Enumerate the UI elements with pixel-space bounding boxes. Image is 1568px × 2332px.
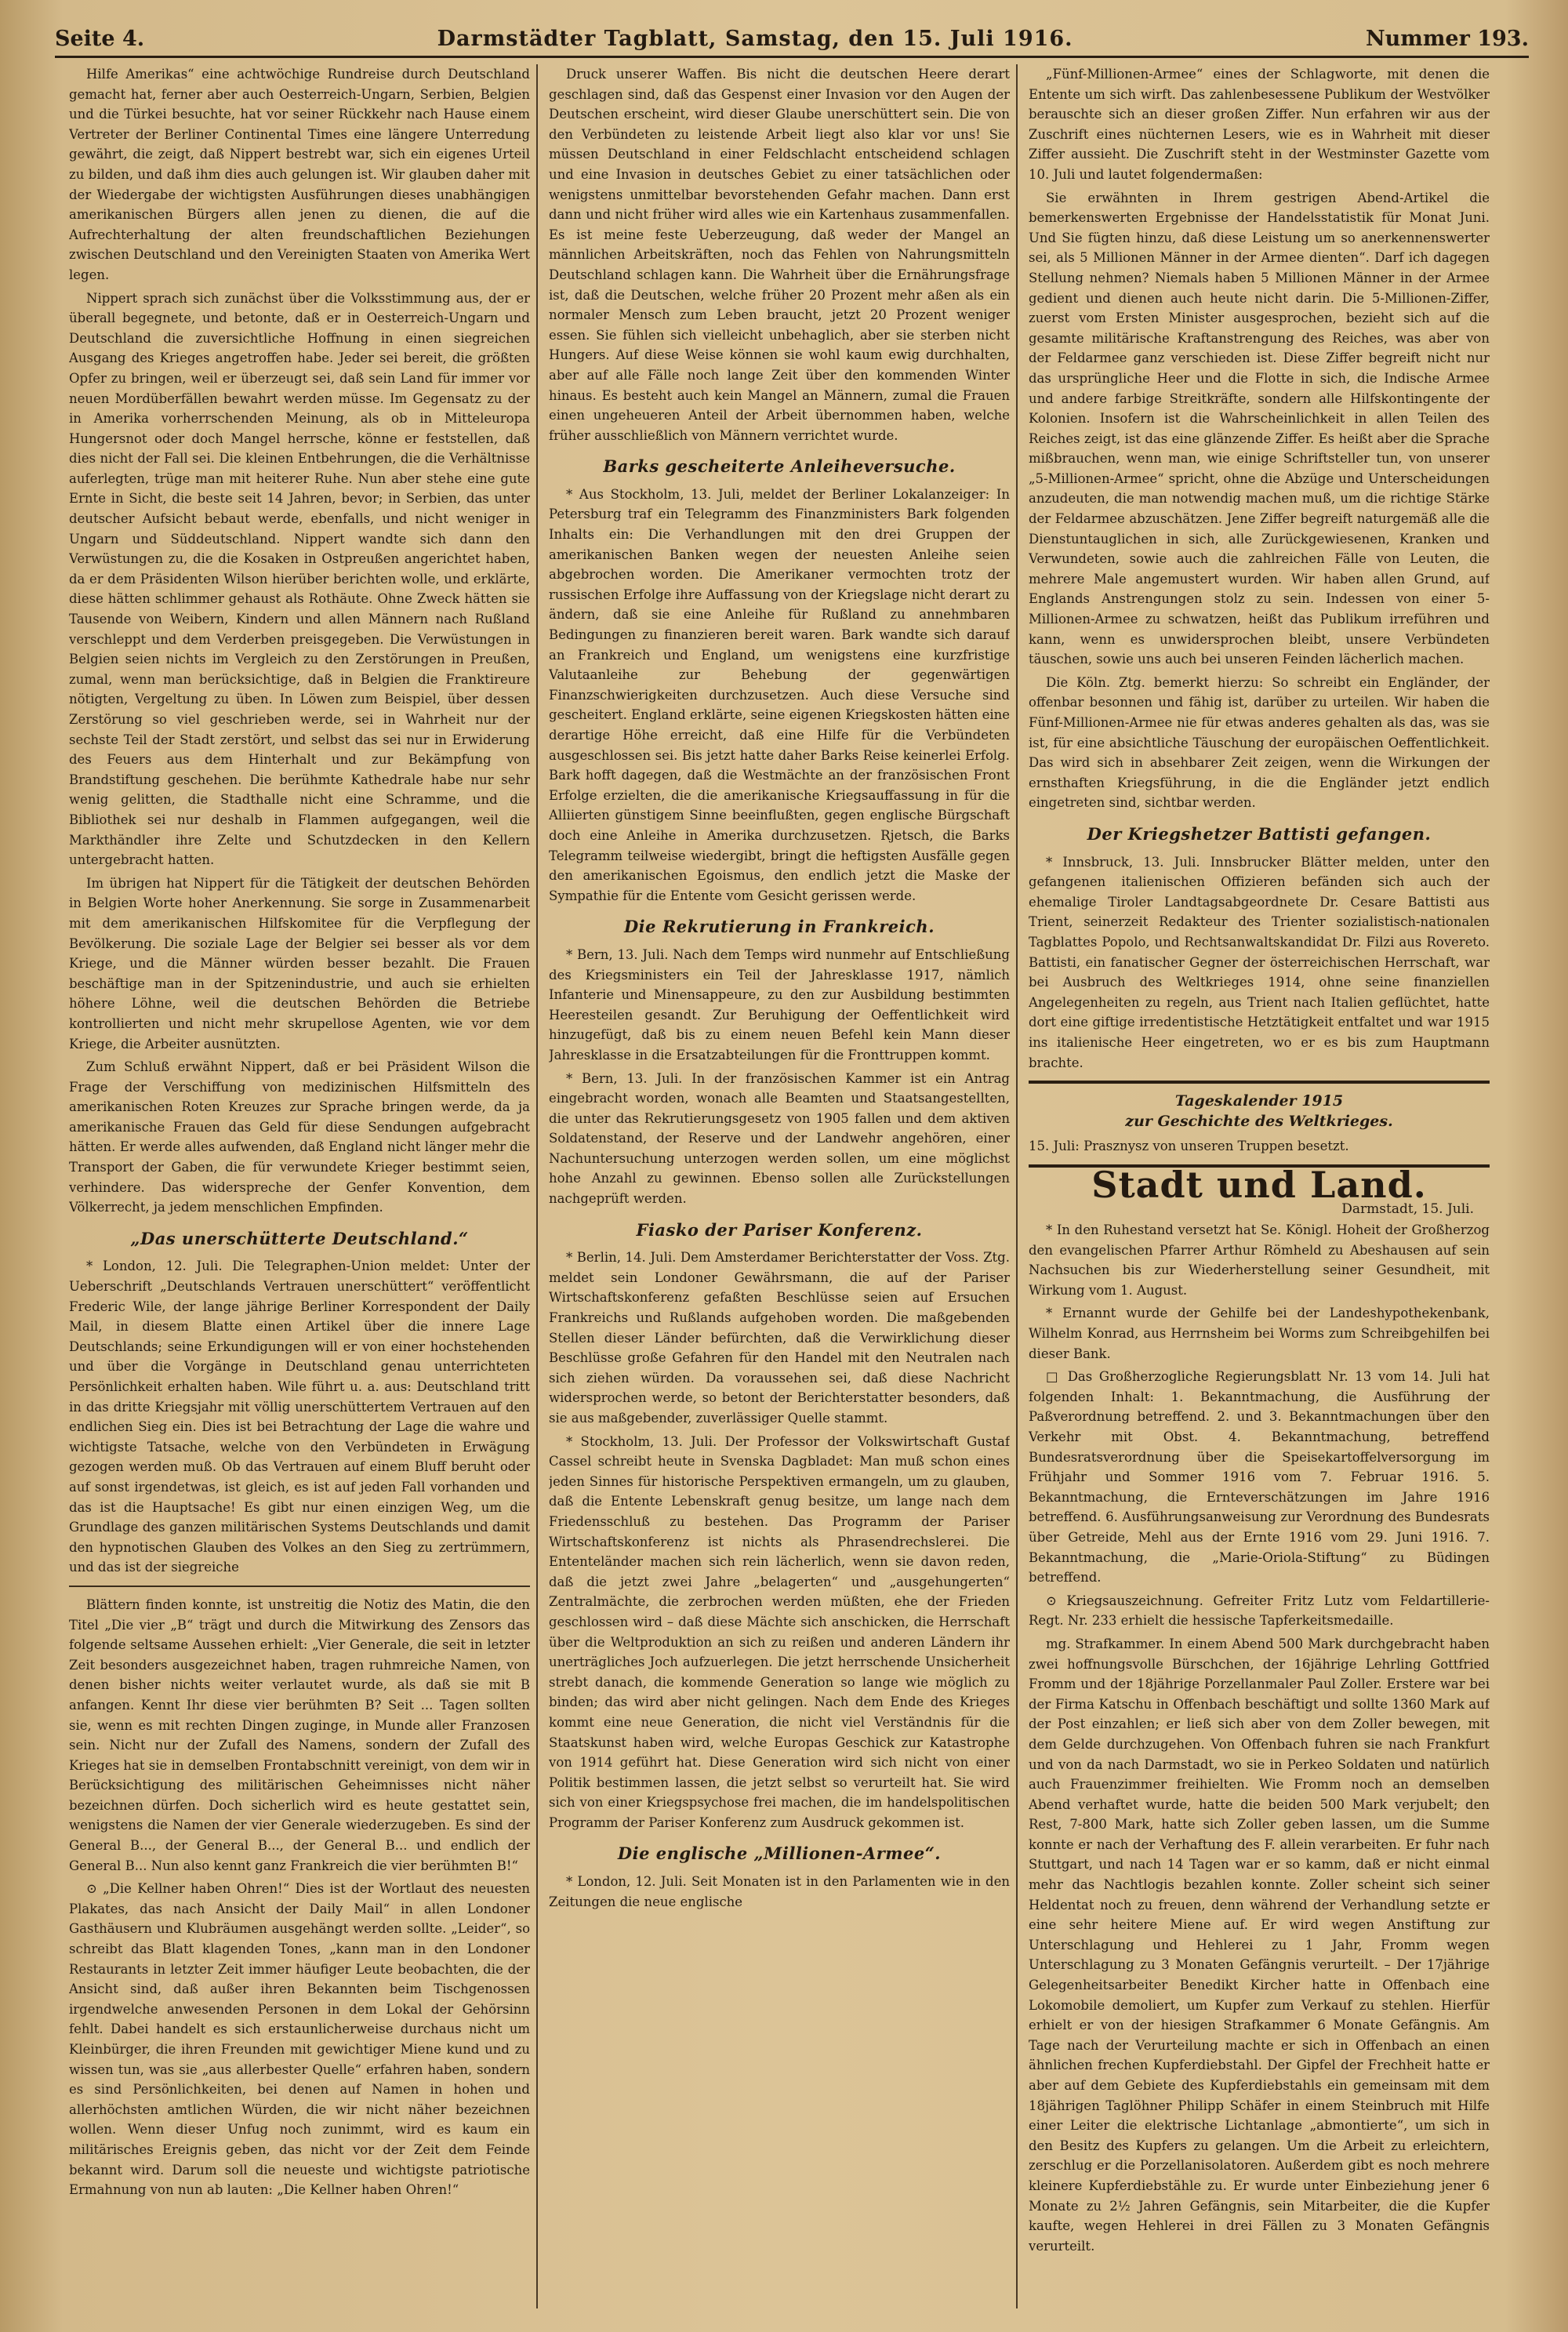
article-headline: „Das unerschütterte Deutschland.“ xyxy=(130,1228,469,1248)
article-paragraph: Im übrigen hat Nippert für die Tätigkeit der deutschen Behörden in Belgien Worte hoher Anerkennung. Sie sorge in Zusammenarbeit mit dem amerikanischen Hilfskomitee für die Verpflegung der Bevölkerung. Die soziale Lage der Belgier sei besser als vor dem Kriege, und die Männer würden besser bezahlt. Die Frauen beschäftige man in der Spitzenindustrie, und auch sie erhielten höhere Löhne, weil die deutschen Behörden die Betriebe kontrollierten und nicht mehr skrupellose Agenten, wie vor dem Kriege, die Arbeiter ausnützten. xyxy=(69,875,530,1052)
article-paragraph: Zum Schluß erwähnt Nippert, daß er bei Präsident Wilson die Frage der Verschiffung von medizinischen Hilfsmitteln des amerikanischen Roten Kreuzes zur Sprache bringen werde, da ja amerikanische Frauen das Geld für diese Sendungen aufgebracht hätten. Er werde alles aufwenden, daß England nicht länger mehr die Transport der Gaben, die für verwundete Krieger bestimmt seien, verhindere. Das widerspreche der Genfer Konvention, dem Völkerrecht, ja jedem menschlichen Empfinden. xyxy=(69,1059,530,1215)
column-1 xyxy=(69,64,530,2308)
article-paragraph: * Bern, 13. Juli. In der französischen Kammer ist ein Antrag eingebracht worden, wonach alle Beamten und Staatsangestellten, die unter das Rekrutierungsgesetz von 1905 fallen und dem aktiven Soldatenstand, der Reserve und der Landwehr angehören, einer Nachuntersuchung unterzogen werden sollen, um eine möglichst hohe Anzahl zu gewinnen. Ebenso sollen alle Zurückstellungen nachgeprüft werden. xyxy=(549,1070,1010,1207)
column-2 xyxy=(549,64,1010,2308)
article-paragraph: * Berlin, 14. Juli. Dem Amsterdamer Berichterstatter der Voss. Ztg. meldet sein Londoner Gewährsmann, die auf der Pariser Wirtschaftskonferenz gefaßten Beschlüsse seien auf Ersuchen Frankreichs und Rußlands aufgehoben worden. Die maßgebenden Stellen dieser Länder befürchten, daß die Verwirklichung dieser Beschlüsse große Gefahren für den Handel mit den Neutralen nach sich ziehen würden. Da voraussehen sei, daß diese Nachricht widersprochen werde, so betont der Berichterstatter besonders, daß sie aus maßgebender, zuverlässiger Quelle stammt. xyxy=(549,1250,1010,1426)
calendar-title: Tageskalender 1915 xyxy=(1174,1092,1344,1110)
article-paragraph: Nippert sprach sich zunächst über die Volksstimmung aus, der er überall begegnete, und betonte, daß er in Oesterreich-Ungarn und Deutschland die zuversichtliche Hoffnung in einen siegreichen Ausgang des Krieges angetroffen habe. Jeder sei bereit, die größten Opfer zu bringen, weil er überzeugt sei, daß sein Land für immer vor neuen Mordüberfällen bewahrt werden müsse. Im Gegensatz zu der in Amerika vorherrschenden Meinung, als ob in Mitteleuropa Hungersnot oder doch Mangel herrsche, könne er feststellen, daß dies nicht der Fall sei. Die kleinen Entbehrungen, die die Verhältnisse auferlegten, trüge man mit heiterer Ruhe. Nun aber stehe eine gute Ernte in Sicht, die beste seit 14 Jahren, bevor; in Serbien, das unter deutscher Aufsicht bebaut werde, ebenfalls, und nicht weniger in Ungarn und Süddeutschland. Nippert wandte sich dann den Verwüstungen zu, die die Kosaken in Ostpreußen angerichtet haben, da er dem Präsidenten Wilson hierüber berichten wolle, und erklärte, diese hätten schlimmer gehaust als Rothäute. Ohne Zweck hätten sie Tausende von Weibern, Kindern und allen Männern nach Rußland verschleppt und dem Verderben preisgegeben. Die Verwüstungen in Belgien seien nichts im Vergleich zu den Zerstörungen in Preußen, zumal, wenn man berücksichtige, daß in Belgien die Franktireure nötigten, Vergeltung zu üben. In Löwen zum Beispiel, über dessen Zerstörung so viel geschrieben werde, sei in Wahrheit nur der sechste Teil der Stadt zerstört, und selbst das sei nur in Erwiderung des Feuers aus dem Hinterhalt und zur Bekämpfung von Brandstiftung geschehen. Die berühmte Kathedrale habe nur sehr wenig gelitten, die Stadthalle nicht eine Schramme, und die Bibliothek sei nur deshalb in Flammen aufgegangen, weil die Markthändler ihre Zelte und Schutzdecken in den Kellern untergebracht hatten. xyxy=(69,290,530,868)
article-paragraph: * London, 12. Juli. Die Telegraphen-Union meldet: Unter der Ueberschrift „Deutschlands Vertrauen unerschüttert“ veröffentlicht Frederic Wile, der lange jährige Berliner Korrespondent der Daily Mail, in diesem Blatte einen Artikel über die innere Lage Deutschlands; seine Erkundigungen will er von einer hochstehenden und über die Vorgänge in Deutschland genau unterrichteten Persönlichkeit erhalten haben. Wile führt u. a. aus: Deutschland tritt in das dritte Kriegsjahr mit völlig unerschüttertem Vertrauen auf den endlichen Sieg ein. Dies ist bei Betrachtung der Lage die wahre und wichtigste Tatsache, welche von den Verbündeten in Erwägung gezogen werden muß. Ob das Vertrauen auf einem Bluff beruht oder auf sonst irgendetwas, ist gleich, es ist auf jeden Fall vorhanden und das ist die Hauptsache! Es gibt nur einen einzigen Weg, um die Grundlage des ganzen militärischen Systems Deutschlands und damit den hypnotischen Glauben des Volkes an den Sieg zu zertrümmern, und das ist der siegreiche xyxy=(69,1259,530,1575)
section-divider xyxy=(1029,1081,1490,1084)
article-headline: Barks gescheiterte Anleiheversuche. xyxy=(603,456,956,477)
page-header xyxy=(55,22,1529,58)
section-divider xyxy=(69,1586,530,1587)
article-paragraph: * Bern, 13. Juli. Nach dem Temps wird nunmehr auf Entschließung des Kriegsministers ein Teil der Jahresklasse 1917, nämlich Infanterie und Minensappeure, zu den zur Ausbildung bestimmten Heeresteilen gesandt. Zur Beruhigung der Oeffentlichkeit wird hinzugefügt, daß bis zu einem neuen Befehl kein Mann dieser Jahresklasse in die Ersatzabteilungen für die Fronttruppen kommt. xyxy=(549,946,1010,1062)
section-title: Stadt und Land. xyxy=(1091,1163,1427,1206)
article-paragraph: * In den Ruhestand versetzt hat Se. Königl. Hoheit der Großherzog den evangelischen Pfarrer Arthur Römheld zu Abeshausen auf sein Nachsuchen bis zur Wiederherstellung seiner Gesundheit, mit Wirkung vom 1. August. xyxy=(1029,1222,1490,1298)
article-paragraph: * Innsbruck, 13. Juli. Innsbrucker Blätter melden, unter den gefangenen italienischen Offizieren befänden sich auch der ehemalige Tiroler Landtagsabgeordnete Dr. Cesare Battisti aus Trient, seinerzeit Redakteur des Trienter sozialistisch-nationalen Tagblattes Popolo, und Rechtsanwaltskandidat Dr. Filzi aus Rovereto. Battisti, ein fanatischer Gegner der österreichischen Herrschaft, war bei Ausbruch des Weltkrieges 1914, ohne seine finanziellen Angelegenheiten zu regeln, aus Trient nach Italien geflüchtet, hatte dort eine giftige irredentistische Hetztätigkeit entfaltet und war 1915 ins italienische Heer eingetreten, wo er es bis zum Hauptmann brachte. xyxy=(1029,854,1490,1070)
article-paragraph: * Stockholm, 13. Juli. Der Professor der Volkswirtschaft Gustaf Cassel schreibt heute in Svenska Dagbladet: Man muß schon eines jeden Sinnes für historische Perspektiven ermangeln, um zu glauben, daß die Entente Lebenskraft genug besitze, um lange nach dem Friedensschluß zu bestehen. Das Programm der Pariser Wirtschaftskonferenz ist nichts als Phrasendrechslerei. Die Ententeländer machen sich rein lächerlich, wenn sie davon reden, daß die jetzt zwei Jahre „belagerten“ und „ausgehungerten“ Zentralmächte, die zerbrochen werden müßten, ehe der Frieden geschlossen wird – daß diese Mächte sich anschicken, die Herrschaft über die Weltproduktion an sich zu reißen und anderen Ländern ihr unerträgliches Joch aufzuerlegen. Die jetzt herrschende Unsicherheit strebt danach, die kommende Generation so lange wie möglich zu binden; das wird aber nicht gelingen. Nach dem Ende des Krieges kommt eine neue Generation, die nicht viel Verständnis für die Staatskunst haben wird, welche Europas Geschick zur Katastrophe von 1914 geführt hat. Diese Generation wird sich nicht von einer Politik bestimmen lassen, die jetzt selbst so verurteilt hat. Sie wird sich von einer Kriegspsychose frei machen, die im handelspolitischen Programm der Pariser Konferenz zum Ausdruck gekommen ist. xyxy=(549,1433,1010,1830)
article-paragraph: Sie erwähnten in Ihrem gestrigen Abend-Artikel die bemerkenswerten Ergebnisse der Handelsstatistik für Monat Juni. Und Sie fügten hinzu, daß diese Leistung um so anerkennenswerter sei, als 5 Millionen Männer in der Armee dienten“. Darf ich dagegen Stellung nehmen? Niemals haben 5 Millionen Männer in der Armee gedient und dienen auch heute nicht darin. Die 5-Millionen-Ziffer, zuerst vom Ersten Minister ausgesprochen, bezieht sich auf die gesamte militärische Kraftanstrengung des Reiches, was aber von der Feldarmee ganz verschieden ist. Diese Ziffer begreift nicht nur das ursprüngliche Heer und die Flotte in sich, die Indische Armee und andere farbige Streitkräfte, sondern alle Hilfskontingente der Kolonien. Insofern ist die Wahrscheinlichkeit in allen Teilen des Reiches zeigt, ist das eine glänzende Ziffer. Es heißt aber die Sprache mißbrauchen, wenn man, wie einige Schriftsteller tun, von unserer „5-Millionen-Armee“ spricht, ohne die Abzüge und Unterscheidungen anzudeuten, die man notwendig machen muß, um die richtige Stärke der Feldarmee abzuschätzen. Jene Ziffer begreift naturgemäß alle die Dienstuntauglichen in sich, alle Zurückgewiesenen, Kranken und Verwundeten, sowie auch die zahlreichen Fälle von Leuten, die mehrere Male angemustert wurden. Wir haben allen Grund, auf Englands Anstrengungen stolz zu sein. Indessen von einer 5-Millionen-Armee zu schwatzen, heißt das Publikum irreführen und kann, wenn es unwidersprochen bleibt, unsere Verbündeten täuschen, sowie uns auch bei unseren Feinden lächerlich machen. xyxy=(1029,190,1490,667)
article-headline: Die Rekrutierung in Frankreich. xyxy=(623,917,935,937)
column-divider xyxy=(536,64,538,2308)
article-paragraph: * London, 12. Juli. Seit Monaten ist in den Parlamenten wie in den Zeitungen die neue englische xyxy=(549,1874,1010,1909)
article-headline: Die englische „Millionen-Armee“. xyxy=(617,1843,942,1864)
column-divider xyxy=(1016,64,1018,2308)
article-paragraph: ⊙ „Die Kellner haben Ohren!“ Dies ist der Wortlaut des neuesten Plakates, das nach Ansicht der Daily Mail“ in allen Londoner Gasthäusern und Klubräumen ausgehängt werden sollte. „Leider“, so schreibt das Blatt klagenden Tones, „kann man in den Londoner Restaurants in letzter Zeit immer häufiger Leute beobachten, die der Ansicht sind, daß außer ihren Bekannten beim Tischgenossen irgendwelche anwesenden Personen in dem Lokal der Gehörsinn fehlt. Dabei handelt es sich erstaunlicherweise durchaus nicht um Kleinbürger, die ihren Freunden mit gewichtiger Miene kund und zu wissen tun, was sie „aus allerbester Quelle“ erfahren haben, sondern es sind Persönlichkeiten, bei denen auf Namen in hohen und allerhöchsten amtlichen Würden, die wir nicht näher bezeichnen wollen. Wenn dieser Unfug noch zunimmt, wird es kaum ein militärisches Ereignis geben, das nicht vor der Zeit dem Feinde bekannt wird. Darum soll die neueste und wichtigste patriotische Ermahnung von nun ab lauten: „Die Kellner haben Ohren!“ xyxy=(69,1881,530,2198)
article-paragraph: mg. Strafkammer. In einem Abend 500 Mark durchgebracht haben zwei hoffnungsvolle Bürschchen, der 16jährige Lehrling Gottfried Fromm und der 18jährige Porzellanmaler Paul Zoller. Erstere war bei der Firma Katschu in Offenbach beschäftigt und sollte 1360 Mark auf der Post einzahlen; er ließ sich aber von dem Zoller bewegen, mit dem Gelde durchzugehen. Von Offenbach fuhren sie nach Frankfurt und von da nach Darmstadt, wo sie in Perkeo Soldaten und natürlich auch Frauenzimmer freihielten. Wie Fromm noch an demselben Abend verhaftet wurde, hatte die beiden 500 Mark verjubelt; den Rest, 7-800 Mark, hatte sich Zoller geben lassen, um die Summe konnte er nach der Verhaftung des F. allein verarbeiten. Er fuhr nach Stuttgart, und nach 14 Tagen war er so kamm, daß er nicht einmal mehr das Nachtlogis bezahlen konnte. Zoller scheint sich seiner Heldentat noch zu freuen, denn während der Verhandlung setzte er eine sehr heitere Miene auf. Er wird wegen Anstiftung zur Unterschlagung und Hehlerei zu 1 Jahr, Fromm wegen Unterschlagung zu 3 Monaten Gefängnis verurteilt. – Der 17jährige Gelegenheitsarbeiter Benedikt Kircher hatte in Offenbach eine Lokomobile demoliert, um Kupfer zum Verkauf zu stehlen. Hierfür erhielt er von der hiesigen Strafkammer 6 Monate Gefängnis. Am Tage nach der Verurteilung machte er sich in Offenbach an einen ähnlichen frechen Kupferdiebstahl. Der Gipfel der Frechheit hatte er aber auf dem Gebiete des Kupferdiebstahls ein gemeinsam mit dem 18jährigen Taglöhner Philipp Schäfer in einem Steinbruch mit Hilfe einer Leiter die elektrische Lichtanlage „abmontierte“, um sich in den Besitz des Kupfers zu gelangen. Um die Arbeit zu erleichtern, zerschlug er die Porzellanisolatoren. Außerdem gibt es noch mehrere kleinere Kupferdiebstähle zu. Er wurde unter Einbeziehung jener 6 Monate zu 2½ Jahren Gefängnis, sein Mitarbeiter, die die Kupfer kaufte, wegen Hehlerei in drei Fällen zu 3 Monaten Gefängnis verurteilt. xyxy=(1029,1636,1490,2254)
masthead-date: Darmstädter Tagblatt, Samstag, den 15. Juli 1916. xyxy=(437,27,1073,51)
article-paragraph: Druck unserer Waffen. Bis nicht die deutschen Heere derart geschlagen sind, daß das Gespenst einer Invasion vor den Augen der Deutschen erscheint, wird dieser Glaube unerschüttert sein. Die von den Verbündeten zu leistende Arbeit liegt also klar vor uns! Sie müssen Deutschland in einer Feldschlacht entscheidend schlagen und eine Invasion in deutsches Gebiet zu einer tatsächlichen oder wenigstens unmittelbar bevorstehenden Gefahr machen. Dann erst dann und nicht früher wird alles wie ein Kartenhaus zusammenfallen. Es ist meine feste Ueberzeugung, daß weder der Mangel an männlichen Arbeitskräften, noch das Fehlen von Nahrungsmitteln Deutschland schlagen kann. Die Wahrheit über die Ernährungsfrage ist, daß die Deutschen, welche früher 20 Prozent mehr aßen als ein normaler Mensch zum Leben braucht, jetzt 20 Prozent weniger essen. Sie fühlen sich vielleicht unbehaglich, aber sie sterben nicht Hungers. Auf diese Weise können sie wohl kaum ewig durchhalten, aber auf alle Fälle noch lange Zeit über den kommenden Winter hinaus. Es besteht auch kein Mangel an Männern, zumal die Frauen einen ungeheueren Anteil der Arbeit übernommen haben, welche früher ausschließlich von Männern verrichtet wurde. xyxy=(549,67,1010,443)
page-number: Seite 4. xyxy=(55,27,145,51)
article-paragraph: * Ernannt wurde der Gehilfe bei der Landeshypothekenbank, Wilhelm Konrad, aus Herrnsheim bei Worms zum Schreibgehilfen bei dieser Bank. xyxy=(1029,1306,1490,1361)
article-paragraph: * Aus Stockholm, 13. Juli, meldet der Berliner Lokalanzeiger: In Petersburg traf ein Telegramm des Finanzministers Bark folgenden Inhalts ein: Die Verhandlungen mit den drei Gruppen der amerikanischen Banken wegen der neuesten Anleihe seien abgebrochen worden. Die Amerikaner vermochten trotz der russischen Erfolge ihre Auffassung von der Kriegslage nicht derart zu ändern, daß sie eine Anleihe für Rußland zu annehmbaren Bedingungen zu finanzieren bereit waren. Bark wandte sich darauf an Frankreich und England, um wenigstens eine kurzfristige Valutaanleihe zur Behebung der gegenwärtigen Finanzschwierigkeiten durchzusetzen. Auch diese Versuche sind gescheitert. England erklärte, seine eigenen Kriegskosten hätten eine derartige Höhe erreicht, daß eine Hilfe für die Verbündeten ausgeschlossen sei. Bis jetzt hatte daher Barks Reise keinerlei Erfolg. Bark hofft dagegen, daß die Westmächte an der französischen Front Erfolge erzielten, die die amerikanische Kriegsauffassung in für die Alliierten günstigem Sinne beeinflußten, gegen englische Bürgschaft doch eine Anleihe in Amerika durchzusetzen. Rjetsch, die Barks Telegramm teilweise wiedergibt, bringt die heftigsten Ausfälle gegen den amerikanischen Egoismus, den endlich jetzt die Maske der Sympathie für die Entente vom Gesicht gerissen werde. xyxy=(549,486,1010,903)
calendar-entry: 15. Juli: Praszny​sz von unseren Truppen besetzt. xyxy=(1029,1139,1349,1154)
article-paragraph: ⊙ Kriegsauszeichnung. Gefreiter Fritz Lutz vom Feldartillerie-Regt. Nr. 233 erhielt die hessische Tapferkeitsmedaille. xyxy=(1029,1593,1490,1629)
issue-number: Nummer 193. xyxy=(1365,27,1529,51)
article-paragraph: □ Das Großherzogliche Regierungsblatt Nr. 13 vom 14. Juli hat folgenden Inhalt: 1. Bekanntmachung, die Ausführung der Paßverordnung betreffend. 2. und 3. Bekanntmachungen über den Verkehr mit Obst. 4. Bekanntmachung, betreffend Bundesratsverordnung über die Speisekartoffelversorgung im Frühjahr und Sommer 1916 vom 7. Februar 1916. 5. Bekanntmachung, die Ernteverschätzungen im Jahre 1916 betreffend. 6. Ausführungsanweisung zur Verordnung des Bundesrats über Getreide, Mehl aus der Ernte 1916 vom 29. Juni 1916. 7. Bekanntmachung, die „Marie-Oriola-Stiftung“ zu Büdingen betreffend. xyxy=(1029,1369,1490,1586)
article-paragraph: „Fünf-Millionen-Armee“ eines der Schlagworte, mit denen die Entente um sich wirft. Das zahlenbesessene Publikum der Westvölker berauschte sich an dieser großen Ziffer. Nun erfahren wir aus der Zuschrift eines nüchternen Lesers, wie es in Wahrheit mit dieser Ziffer aussieht. Die Zuschrift steht in der Westminster Gazette vom 10. Juli und lautet folgendermaßen: xyxy=(1029,67,1490,182)
column-3 xyxy=(1029,64,1490,2308)
article-paragraph: Blättern finden konnte, ist unstreitig die Notiz des Matin, die den Titel „Die vier „B“ trägt und durch die Mitwirkung des Zensors das folgende seltsame Aussehen erhielt: „Vier Generale, die seit in letzter Zeit besonders ausgezeichnet haben, tragen ruhmreiche Namen, von denen bisher nichts weiter verlautet wurde, als daß sie mit B anfangen. Kennt Ihr diese vier berühmten B? Seit ... Tagen sollten sie, wenn es mit rechten Dingen zuginge, in Munde aller Franzosen sein. Nicht nur der Zufall des Namens, sondern der Zufall des Krieges hat sie in demselben Frontabschnitt vereinigt, von dem wir in Berücksichtigung des militärischen Geheimnisses nicht näher bezeichnen dürfen. Doch sicherlich wird es heute gestattet sein, wenigstens die Namen der vier Generale wiederzugeben. Es sind der General B..., der General B..., der General B... und endlich der General B... Nun also kennt ganz Frankreich die vier berühmten B!“ xyxy=(69,1596,530,1873)
war-calendar-box xyxy=(1029,1092,1490,1131)
article-paragraph: Die Köln. Ztg. bemerkt hierzu: So schreibt ein Engländer, der offenbar besonnen und fähig ist, darüber zu urteilen. Wir haben die Fünf-Millionen-Armee nie für etwas anderes gehalten als das, was sie ist, für eine absichtliche Täuschung der europäischen Oeffentlichkeit. Das wird sich in absehbarer Zeit zeigen, wenn die Wirkungen der ernsthaften Kriegsführung, in die die Engländer jetzt endlich eingetreten sind, sichtbar werden. xyxy=(1029,674,1490,811)
dateline: Darmstadt, 15. Juli. xyxy=(1341,1201,1474,1218)
article-headline: Fiasko der Pariser Konferenz. xyxy=(636,1219,923,1240)
article-paragraph: Hilfe Amerikas“ eine achtwöchige Rundreise durch Deutschland gemacht hat, ferner aber auch Oesterreich-Ungarn, Serbien, Belgien und die Türkei besuchte, hat vor seiner Rückkehr nach Hause einem Vertreter der Berliner Continental Times eine längere Unterredung gewährt, die zeigt, daß Nippert bestrebt war, sich ein eigenes Urteil zu bilden, und daß ihm dies auch gelungen ist. Wir glauben daher mit der Wiedergabe der wichtigsten Ausführungen dieses unabhängigen amerikanischen Bürgers allen jenen zu dienen, die auf die Aufrechterhaltung der alten freundschaftlichen Beziehungen zwischen Deutschland und den Vereinigten Staaten von Amerika Wert legen. xyxy=(69,67,530,282)
calendar-subtitle: zur Geschichte des Weltkrieges. xyxy=(1125,1112,1393,1130)
article-headline: Der Kriegshetzer Battisti gefangen. xyxy=(1087,823,1432,844)
